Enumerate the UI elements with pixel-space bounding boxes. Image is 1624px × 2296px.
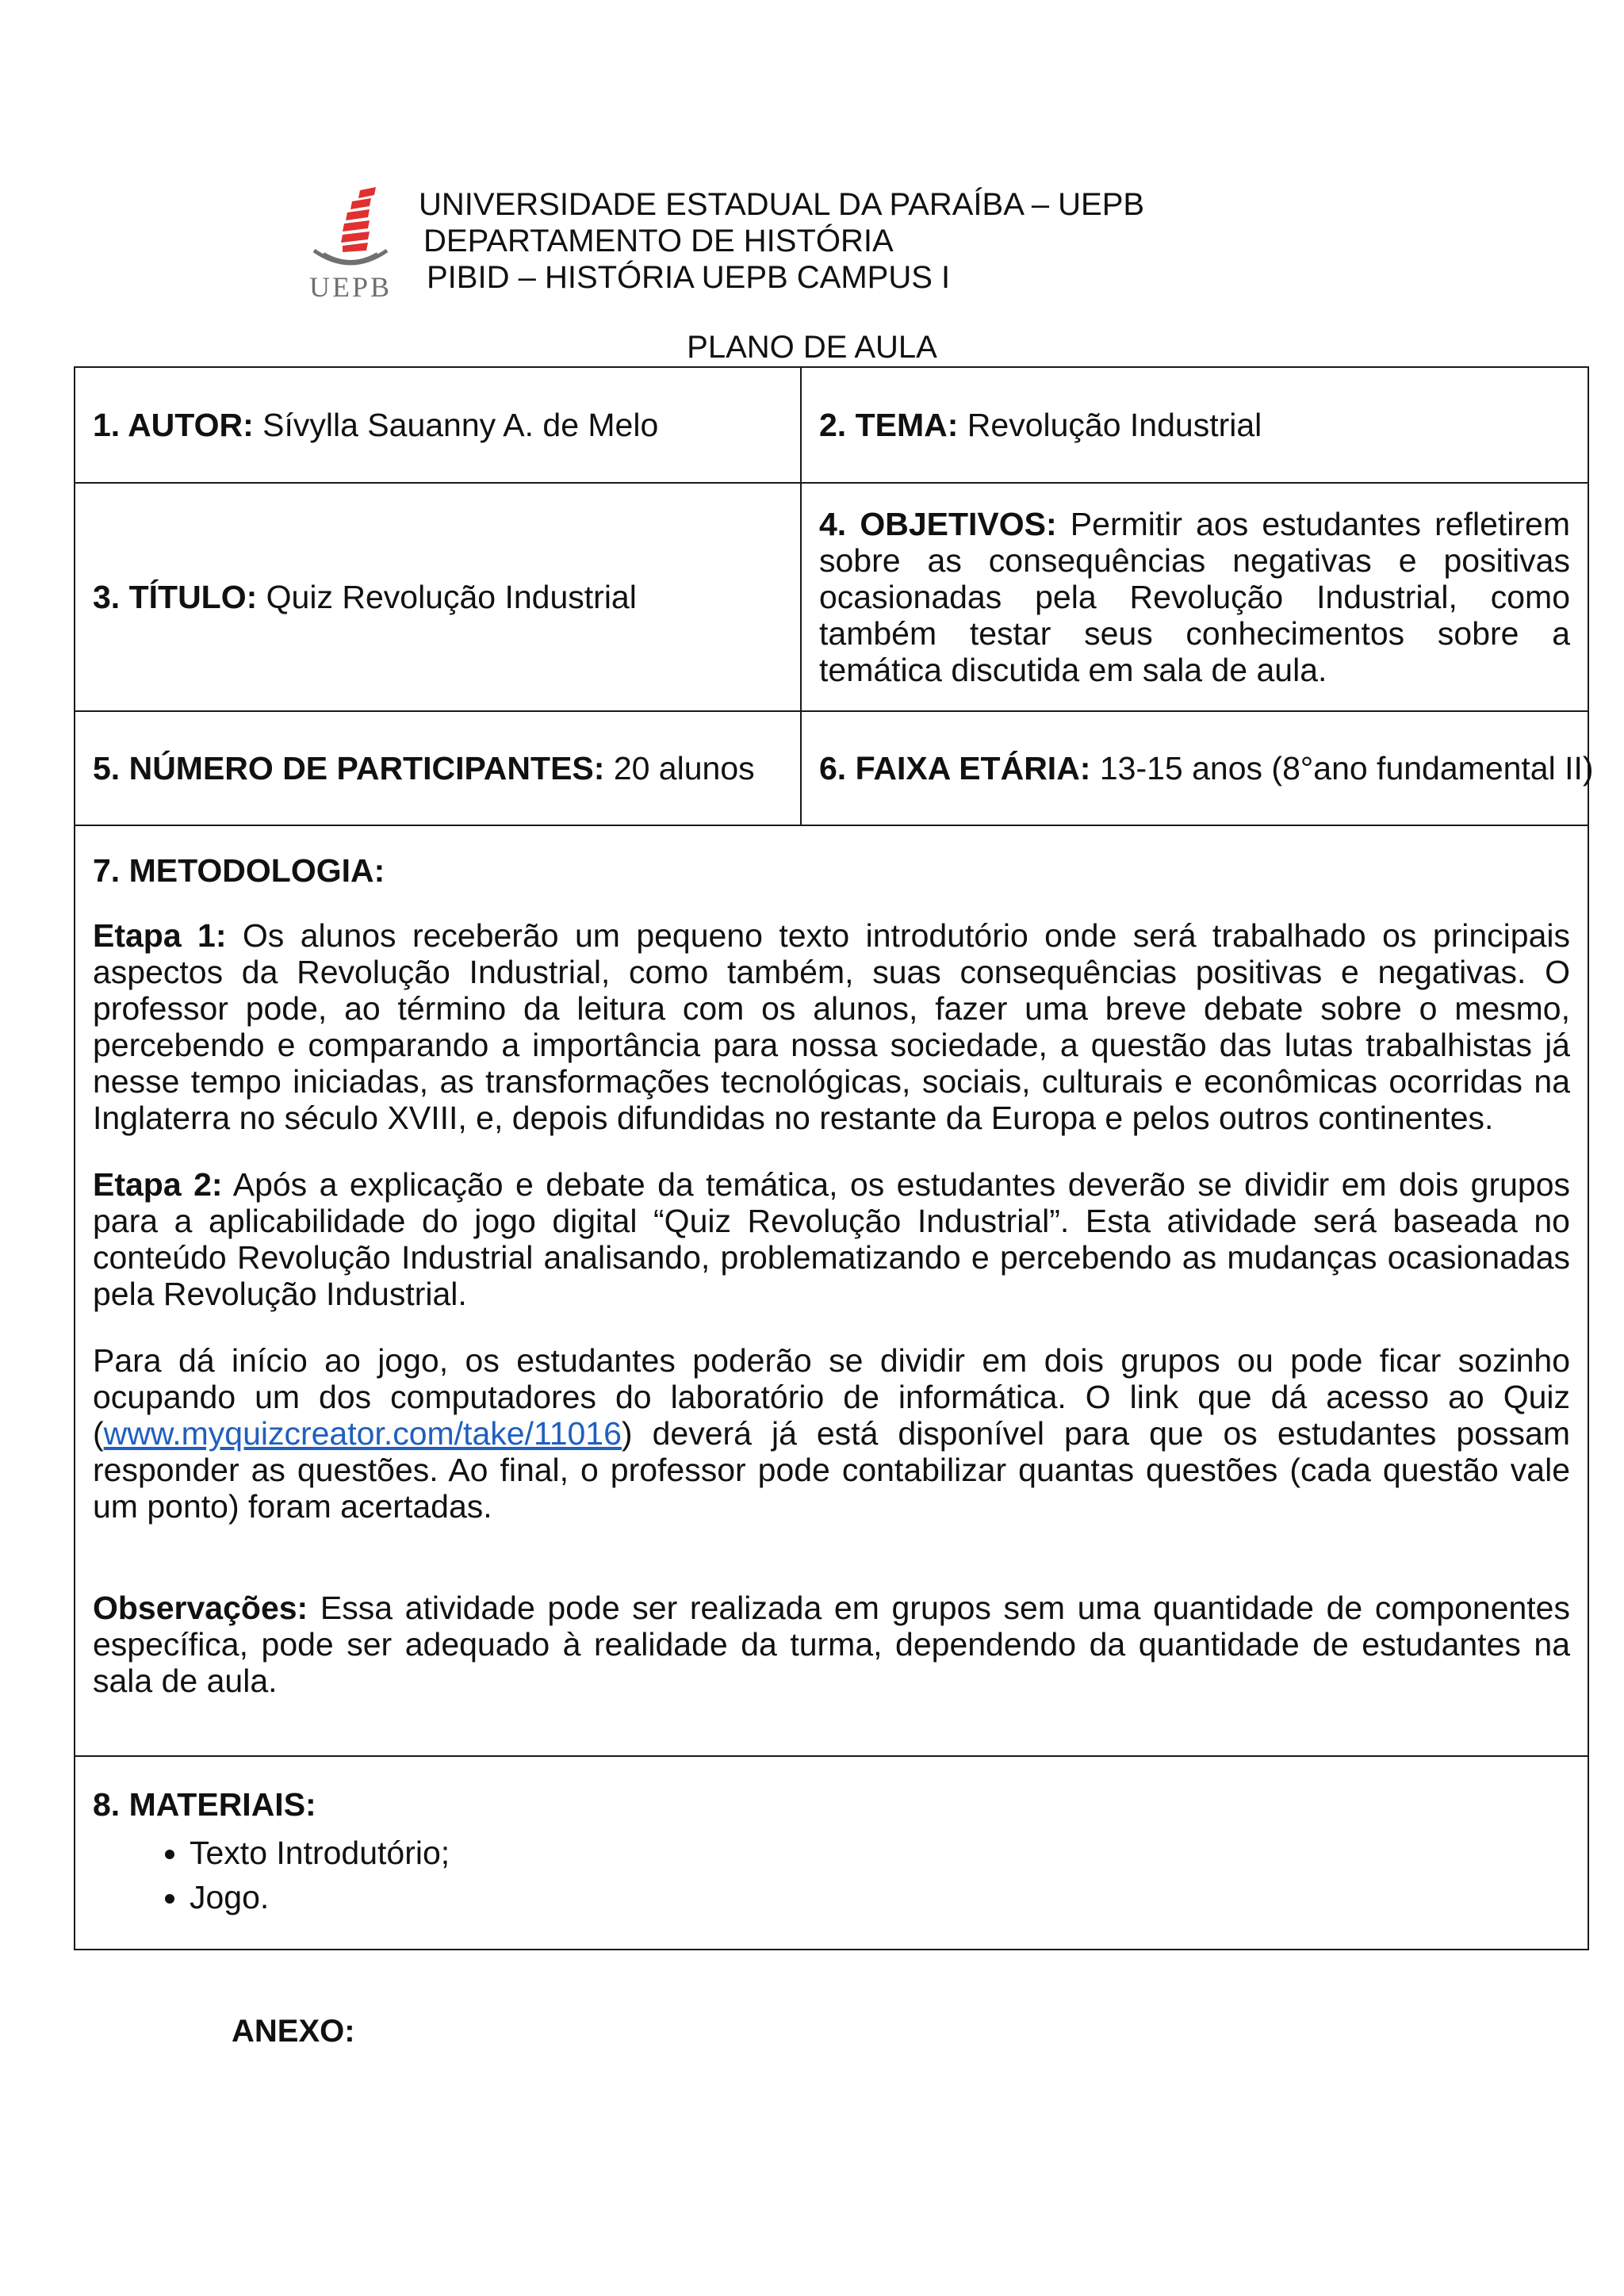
participantes-cell — [75, 711, 801, 825]
tema-cell — [801, 367, 1588, 483]
faixa-etaria-cell — [801, 711, 1594, 825]
titulo-value: Quiz Revolução Industrial — [257, 579, 637, 615]
autor-cell — [75, 367, 801, 483]
materiais-title: 8. MATERIAIS: — [93, 1786, 316, 1823]
materiais-cell — [75, 1756, 1588, 1950]
metodologia-cell — [75, 825, 1588, 1756]
participantes-label: 5. NÚMERO DE PARTICIPANTES: — [93, 750, 605, 786]
quiz-link[interactable]: www.myquizcreator.com/take/11016 — [103, 1415, 622, 1452]
materials-list — [93, 1831, 1570, 1919]
etapa-1-text: Os alunos receberão um pequeno texto introdutório onde será trabalhado os principais aspectos da Revolução Industrial, como também, suas consequências positivas e negativas. O professor pode, ao término da leitura com os alunos, fazer uma breve debate sobre o mesmo, percebendo e comparando a importância para nossa sociedade, a questão das lutas trabalhistas já nesse tempo iniciadas, as transformações tecnológicas, sociais, culturais e econômicas ocorridas na Inglaterra no século XVIII, e, depois difundidas no restante da Europa e pelos outros continentes. — [93, 917, 1571, 1136]
department-name: DEPARTAMENTO DE HISTÓRIA — [423, 224, 894, 258]
tema-label: 2. TEMA: — [819, 407, 959, 443]
plan-title: PLANO DE AULA — [687, 330, 937, 365]
list-item: • Jogo. — [190, 1875, 1570, 1919]
etapa-1-paragraph — [93, 917, 1570, 1136]
metodologia-title: 7. METODOLOGIA: — [93, 852, 385, 889]
observacoes-paragraph — [93, 1590, 1570, 1699]
etapa-2-label: Etapa 2: — [93, 1166, 223, 1203]
lesson-plan-table — [74, 366, 1594, 1950]
autor-value: Sívylla Sauanny A. de Melo — [253, 407, 659, 443]
objetivos-label: 4. OBJETIVOS: — [819, 506, 1057, 542]
objetivos-cell — [801, 483, 1588, 711]
faixa-etaria-value: 13-15 anos (8°ano fundamental II) — [1090, 750, 1594, 786]
observacoes-label: Observações: — [93, 1590, 308, 1626]
logo-text: UEPB — [308, 271, 393, 300]
quiz-text-after: ) deverá já está disponível para que os estudantes possam responder as questões. Ao final, o professor pode contabilizar quantas questões (cada questão vale um ponto) foram acertadas. — [93, 1415, 1570, 1525]
uepb-logo-icon — [287, 187, 414, 300]
etapa-2-text: Após a explicação e debate da temática, os estudantes deverão se dividir em dois grupos para a aplicabilidade do jogo digital “Quiz Revolução Industrial”. Esta atividade será baseada no conteúdo Revolução Industrial analisando, problematizando e percebendo as mudanças ocasionadas pela Revolução Industrial. — [93, 1166, 1570, 1312]
quiz-paragraph — [93, 1342, 1570, 1525]
etapa-2-paragraph — [93, 1166, 1570, 1312]
autor-label: 1. AUTOR: — [93, 407, 254, 443]
anexo-heading: ANEXO: — [232, 2014, 355, 2049]
tema-value: Revolução Industrial — [958, 407, 1262, 443]
titulo-cell — [75, 483, 801, 711]
document-header — [287, 187, 1239, 300]
objetivos-value: Permitir aos estudantes refletirem sobre as consequências negativas e positivas ocasionadas pela Revolução Industrial, como também testar seus conhecimentos sobre a temática discutida em sala de aula. — [819, 506, 1570, 688]
faixa-etaria-label: 6. FAIXA ETÁRIA: — [819, 750, 1091, 786]
program-name: PIBID – HISTÓRIA UEPB CAMPUS I — [427, 260, 951, 295]
list-item: • Texto Introdutório; — [190, 1831, 1570, 1875]
titulo-label: 3. TÍTULO: — [93, 579, 258, 615]
university-name: UNIVERSIDADE ESTADUAL DA PARAÍBA – UEPB — [419, 187, 1145, 222]
participantes-value: 20 alunos — [604, 750, 755, 786]
etapa-1-label: Etapa 1: — [93, 917, 227, 954]
quiz-text-before: Para dá início ao jogo, os estudantes poderão se dividir em dois grupos ou pode ficar sozinho ocupando um dos computadores do laboratório de informática. O link que dá acesso ao Quiz ( — [93, 1342, 1570, 1452]
observacoes-text: Essa atividade pode ser realizada em grupos sem uma quantidade de componentes específica, pode ser adequado à realidade da turma, dependendo da quantidade de estudantes na sala de aula. — [93, 1590, 1570, 1699]
